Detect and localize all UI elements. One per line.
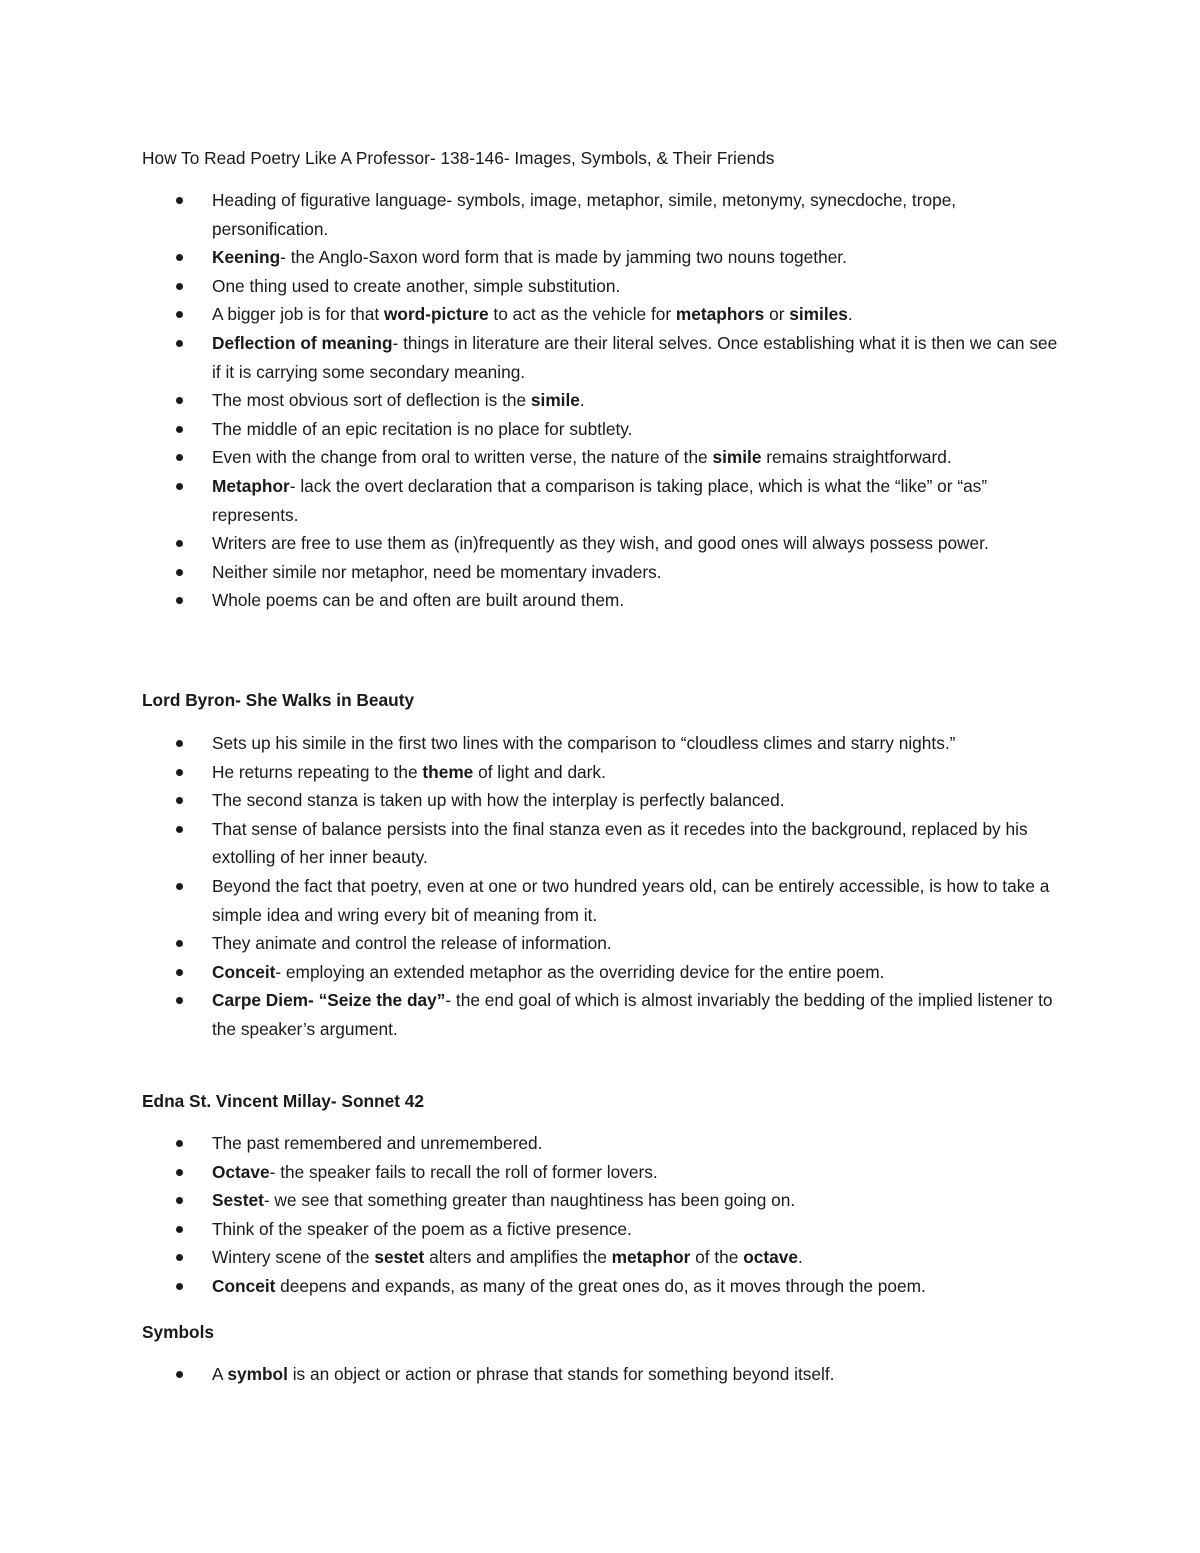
bullet-icon xyxy=(176,1371,183,1378)
text-run: alters and amplifies the xyxy=(424,1247,612,1268)
bullet-icon xyxy=(176,597,183,604)
bullet-icon xyxy=(176,1197,183,1204)
bold-term: metaphor xyxy=(611,1247,691,1268)
intro-bullet-list xyxy=(0,186,1200,615)
bullet-item xyxy=(0,386,1062,415)
bullet-icon xyxy=(176,340,183,347)
text-run: Heading of figurative language- symbols, image, metaphor, simile, metonymy, synecdoche, trope, personification. xyxy=(212,190,957,239)
bullet-text xyxy=(212,876,1049,925)
text-run: Beyond the fact that poetry, even at one or two hundred years old, can be entirely accessible, is how to take a simple idea and wring every bit of meaning from it. xyxy=(212,875,1050,925)
bold-term: Sestet xyxy=(212,1190,264,1211)
text-run: One thing used to create another, simple substitution. xyxy=(212,275,621,296)
text-run: Sets up his simile in the first two lines with the comparison to “cloudless climes and starry nights.” xyxy=(212,733,956,753)
bold-term: sestet xyxy=(374,1247,425,1268)
bullet-icon xyxy=(176,483,183,490)
text-run: - things in literature are their literal selves. Once establishing what it is then we can see if it is carrying some secondary meaning. xyxy=(212,332,1058,382)
text-run: Even with the change from oral to written verse, the nature of the xyxy=(212,447,713,468)
bullet-item xyxy=(0,300,1062,329)
bullet-icon xyxy=(176,940,183,947)
bullet-text xyxy=(212,733,955,753)
bullet-text xyxy=(212,1133,542,1153)
text-run: of the xyxy=(690,1247,744,1268)
bold-term: Keening xyxy=(212,247,281,268)
bullet-text xyxy=(212,333,1057,382)
section-heading-byron: Lord Byron- She Walks in Beauty xyxy=(142,690,415,710)
text-run: or xyxy=(764,304,790,325)
bullet-icon xyxy=(176,1140,183,1147)
bullet-icon xyxy=(176,311,183,318)
bullet-item xyxy=(0,1243,1062,1272)
bold-term: octave xyxy=(743,1247,798,1268)
bullet-text xyxy=(212,190,956,239)
bullet-icon xyxy=(176,740,183,747)
bullet-text xyxy=(212,390,585,410)
bold-term: Metaphor xyxy=(212,475,290,496)
bullet-item xyxy=(0,186,1062,243)
text-run: He returns repeating to the xyxy=(212,761,423,782)
bullet-icon xyxy=(176,283,183,290)
text-run: The second stanza is taken up with how the interplay is perfectly balanced. xyxy=(212,790,785,811)
text-run: - we see that something greater than naughtiness has been going on. xyxy=(263,1190,796,1211)
bullet-text xyxy=(212,590,624,610)
bullet-item xyxy=(0,272,1062,301)
bullet-text xyxy=(212,276,620,296)
bullet-text xyxy=(212,1276,926,1296)
bullet-item xyxy=(0,758,1062,787)
bold-term: Conceit xyxy=(212,1275,276,1296)
bullet-icon xyxy=(176,569,183,576)
text-run: The middle of an epic recitation is no place for subtlety. xyxy=(212,418,633,439)
bold-term: Conceit xyxy=(212,961,276,982)
bullet-item xyxy=(0,986,1062,1043)
bullet-text xyxy=(212,962,884,982)
bullet-text xyxy=(212,533,989,553)
text-run: That sense of balance persists into the final stanza even as it recedes into the background, replaced by his extolling of her inner beauty. xyxy=(212,818,1028,868)
bullet-item xyxy=(0,415,1062,444)
bullet-item xyxy=(0,472,1062,529)
bullet-text xyxy=(212,1219,632,1239)
bullet-item xyxy=(0,1272,1062,1301)
bullet-icon xyxy=(176,1283,183,1290)
text-run: . xyxy=(847,304,853,325)
text-run: The most obvious sort of deflection is the xyxy=(212,390,531,411)
bullet-text xyxy=(212,790,785,810)
text-run: . xyxy=(579,390,585,411)
bullet-item xyxy=(0,958,1062,987)
bullet-text xyxy=(212,1190,795,1210)
bold-term: Carpe Diem- “Seize the day” xyxy=(212,990,446,1011)
bullet-item xyxy=(0,558,1062,587)
document-title: How To Read Poetry Like A Professor- 138-146- Images, Symbols, & Their Friends xyxy=(142,148,775,168)
bullet-item xyxy=(0,1129,1062,1158)
bullet-item xyxy=(0,1215,1062,1244)
bullet-item xyxy=(0,929,1062,958)
bullet-text xyxy=(212,933,612,953)
text-run: They animate and control the release of information. xyxy=(212,933,612,954)
bullet-icon xyxy=(176,1254,183,1261)
bold-term: symbol xyxy=(227,1364,288,1384)
bullet-item xyxy=(0,1360,1062,1389)
text-run: The past remembered and unremembered. xyxy=(212,1133,543,1153)
bold-term: simile xyxy=(712,447,762,468)
text-run: Wintery scene of the xyxy=(212,1247,375,1268)
bullet-icon xyxy=(176,969,183,976)
bullet-text xyxy=(212,819,1028,868)
text-run: A xyxy=(212,1364,228,1384)
text-run: A bigger job is for that xyxy=(212,304,384,325)
bullet-item xyxy=(0,872,1062,929)
bullet-text xyxy=(212,1247,803,1267)
text-run: - the Anglo-Saxon word form that is made by jamming two nouns together. xyxy=(280,247,847,268)
bold-term: metaphors xyxy=(675,304,765,325)
bullet-icon xyxy=(176,997,183,1004)
bullet-icon xyxy=(176,197,183,204)
text-run: remains straightforward. xyxy=(761,447,952,468)
bullet-text xyxy=(212,562,662,582)
text-run: of light and dark. xyxy=(473,761,606,782)
text-run: . xyxy=(797,1247,803,1268)
text-run: Whole poems can be and often are built around them. xyxy=(212,590,625,611)
text-run: Think of the speaker of the poem as a fictive presence. xyxy=(212,1218,632,1239)
bullet-icon xyxy=(176,1169,183,1176)
bullet-icon xyxy=(176,769,183,776)
bold-term: Octave xyxy=(212,1161,270,1182)
bold-term: simile xyxy=(530,390,580,411)
bullet-icon xyxy=(176,426,183,433)
bullet-item xyxy=(0,729,1062,758)
bold-term: similes xyxy=(789,304,848,325)
bullet-text xyxy=(212,247,847,267)
bullet-item xyxy=(0,443,1062,472)
millay-bullet-list xyxy=(0,1129,1200,1301)
text-run: - lack the overt declaration that a comparison is taking place, which is what the “like” or “as” represents. xyxy=(212,475,988,525)
bullet-item xyxy=(0,243,1062,272)
bullet-icon xyxy=(176,1226,183,1233)
section-heading-symbols: Symbols xyxy=(142,1322,215,1342)
bullet-item xyxy=(0,1186,1062,1215)
text-run: deepens and expands, as many of the great ones do, as it moves through the poem. xyxy=(275,1275,926,1296)
text-run: is an object or action or phrase that stands for something beyond itself. xyxy=(287,1364,835,1384)
symbols-bullet-list xyxy=(0,1360,1200,1389)
text-run: - the end goal of which is almost invariably the bedding of the implied listener to the speaker’s argument. xyxy=(212,990,1053,1039)
bullet-text xyxy=(212,304,853,324)
text-run: to act as the vehicle for xyxy=(488,304,676,325)
bullet-icon xyxy=(176,826,183,833)
bullet-text xyxy=(212,447,952,467)
bold-term: theme xyxy=(422,761,474,782)
bullet-text xyxy=(212,476,987,525)
text-run: - the speaker fails to recall the roll of former lovers. xyxy=(269,1161,658,1182)
bullet-text xyxy=(212,990,1052,1039)
section-heading-millay: Edna St. Vincent Millay- Sonnet 42 xyxy=(142,1091,425,1111)
bullet-text xyxy=(212,762,606,782)
byron-bullet-list xyxy=(0,729,1200,1044)
bullet-icon xyxy=(176,883,183,890)
bullet-icon xyxy=(176,254,183,261)
bullet-item xyxy=(0,1158,1062,1187)
bold-term: word-picture xyxy=(383,304,489,325)
bullet-item xyxy=(0,815,1062,872)
bullet-text xyxy=(212,419,632,439)
bullet-item xyxy=(0,786,1062,815)
bold-term: Deflection of meaning xyxy=(212,332,393,353)
bullet-item xyxy=(0,529,1062,558)
text-run: - employing an extended metaphor as the overriding device for the entire poem. xyxy=(275,961,885,982)
bullet-icon xyxy=(176,397,183,404)
bullet-item xyxy=(0,586,1062,615)
text-run: Writers are free to use them as (in)frequently as they wish, and good ones will always possess power. xyxy=(212,533,989,554)
bullet-text xyxy=(212,1364,834,1384)
bullet-icon xyxy=(176,797,183,804)
bullet-icon xyxy=(176,454,183,461)
text-run: Neither simile nor metaphor, need be momentary invaders. xyxy=(212,561,662,582)
bullet-text xyxy=(212,1162,658,1182)
bullet-item xyxy=(0,329,1062,386)
bullet-icon xyxy=(176,540,183,547)
